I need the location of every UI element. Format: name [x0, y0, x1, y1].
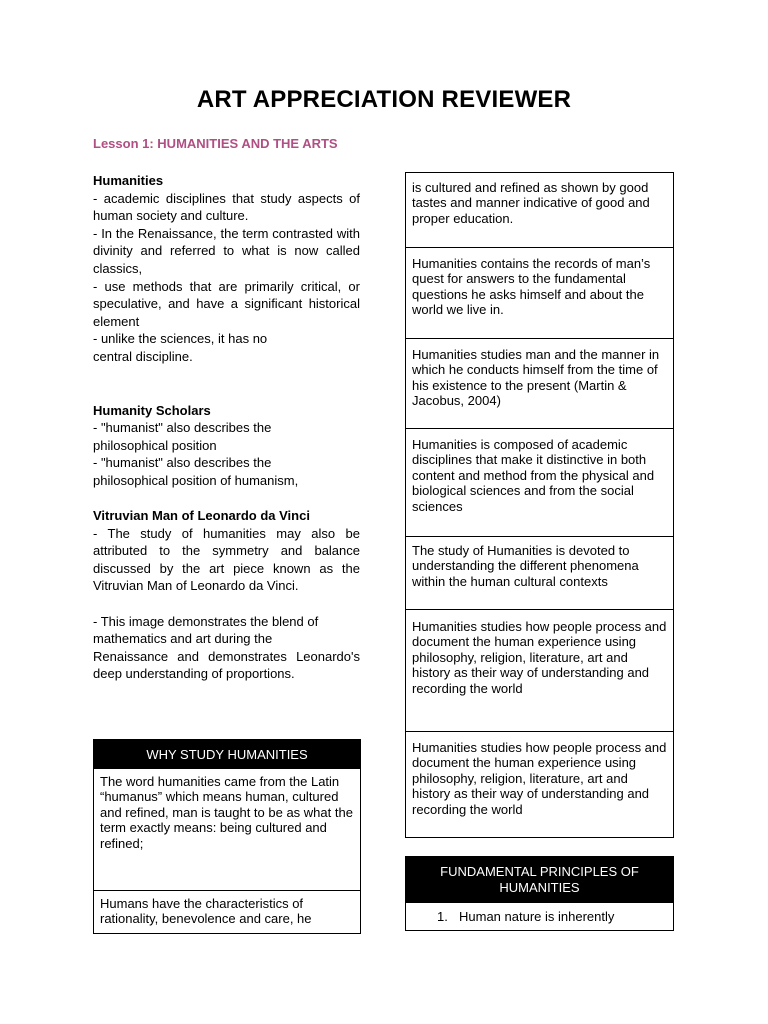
left-column [93, 172, 360, 683]
scholars-line: philosophical position [93, 437, 217, 453]
humanities-line: - unlike the sciences, it has no [93, 331, 268, 347]
principles-header: FUNDAMENTAL PRINCIPLES OF HUMANITIES [406, 857, 673, 902]
humanities-line: - In the Renaissance, the term contrasted with divinity and referred to what is now called classics, [93, 225, 360, 276]
vitruvian-line: - This image demonstrates the blend of [93, 613, 319, 629]
humanities-cell: Humanities contains the records of man’s quest for answers to the fundamental questions he asks himself and about the world we live in. [406, 247, 673, 338]
scholars-line: philosophical position of humanism, [93, 472, 299, 488]
principles-item-text: Human nature is inherently [459, 909, 615, 924]
humanities-cell: is cultured and refined as shown by good tastes and manner indicative of good and proper education. [412, 180, 650, 226]
vitruvian-heading: Vitruvian Man of Leonardo da Vinci [93, 508, 310, 524]
humanities-line: - academic disciplines that study aspects of human society and culture. [93, 190, 360, 224]
scholars-line: - "humanist" also describes the [93, 455, 272, 471]
vitruvian-paragraph: - The study of humanities may also be attributed to the symmetry and balance discussed by the art piece known as the Vitruvian Man of Leonardo da Vinci. [93, 525, 360, 594]
humanities-cell: Humanities studies how people process and document the human experience using philosophy, religion, literature, art and history as their way of understanding and recording the world [406, 609, 673, 731]
humanities-cell: Humanities studies how people process and document the human experience using philosophy, religion, literature, art and history as their way of understanding and recording the world [406, 731, 673, 836]
humanities-table [405, 172, 674, 838]
humanities-line: - use methods that are primarily critical, or speculative, and have a significant historical element [93, 278, 360, 329]
humanities-heading: Humanities [93, 173, 164, 188]
principles-table [405, 856, 674, 931]
scholars-line: - "humanist" also describes the [93, 420, 272, 436]
lesson-heading: Lesson 1: HUMANITIES AND THE ARTS [93, 136, 338, 151]
why-study-cell: The word humanities came from the Latin “humanus” which means human, cultured and refined, man is taught to be as what the term exactly means: being cultured and refined; [100, 774, 353, 851]
principles-item-number: 1. [437, 909, 448, 924]
vitruvian-line: deep understanding of proportions. [93, 666, 295, 682]
vitruvian-line: Renaissance and demonstrates Leonardo's [93, 648, 360, 664]
humanities-cell: The study of Humanities is devoted to understanding the different phenomena within the human cultural contexts [406, 536, 673, 609]
humanities-cell: Humanities is composed of academic disciplines that make it distinctive in both content and method from the physical and biological sciences and from the social sciences [406, 428, 673, 536]
scholars-heading: Humanity Scholars [93, 402, 211, 418]
why-study-header: WHY STUDY HUMANITIES [94, 740, 360, 769]
why-study-cell: Humans have the characteristics of rationality, benevolence and care, he [94, 890, 360, 932]
principles-item [406, 902, 673, 931]
vitruvian-line: mathematics and art during the [93, 631, 273, 647]
why-study-table [93, 739, 361, 934]
page-title: ART APPRECIATION REVIEWER [196, 86, 572, 113]
humanities-line: central discipline. [93, 348, 193, 364]
humanities-cell: Humanities studies man and the manner in which he conducts himself from the time of his existence to the present (Martin & Jacobus, 2004) [406, 338, 673, 428]
